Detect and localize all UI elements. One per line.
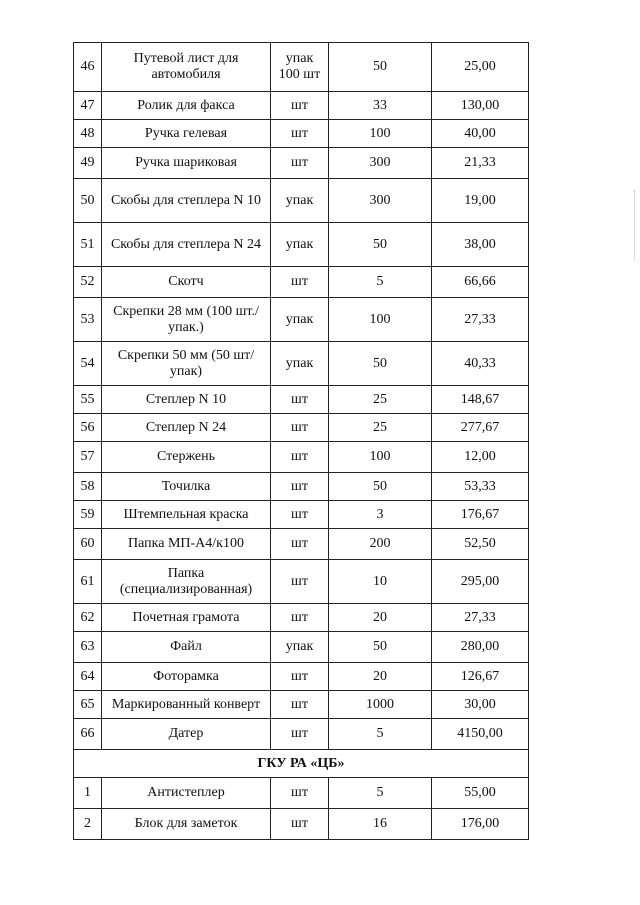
price-cell: 30,00 — [432, 691, 529, 719]
table-row — [74, 560, 529, 604]
row-number-cell: 65 — [74, 691, 102, 719]
price-cell: 21,33 — [432, 148, 529, 179]
table-row — [74, 414, 529, 442]
row-number-cell: 53 — [74, 298, 102, 342]
unit-cell: упак — [271, 342, 329, 386]
price-cell: 176,00 — [432, 809, 529, 840]
row-number-cell: 66 — [74, 719, 102, 750]
table-row — [74, 223, 529, 267]
item-name-cell: Штемпельная краска — [102, 501, 271, 529]
row-number-cell: 58 — [74, 473, 102, 501]
quantity-cell: 100 — [329, 298, 432, 342]
row-number-cell: 2 — [74, 809, 102, 840]
row-number-cell: 56 — [74, 414, 102, 442]
row-number-cell: 55 — [74, 386, 102, 414]
unit-cell: шт — [271, 148, 329, 179]
table-body-main — [74, 43, 529, 750]
quantity-cell: 5 — [329, 719, 432, 750]
price-cell: 25,00 — [432, 43, 529, 92]
table-row — [74, 473, 529, 501]
item-name-cell: Скрепки 28 мм (100 шт./упак.) — [102, 298, 271, 342]
section-title: ГКУ РА «ЦБ» — [74, 750, 529, 778]
unit-cell: шт — [271, 560, 329, 604]
price-cell: 38,00 — [432, 223, 529, 267]
supplies-table — [73, 42, 529, 840]
quantity-cell: 25 — [329, 414, 432, 442]
quantity-cell: 100 — [329, 120, 432, 148]
item-name-cell: Датер — [102, 719, 271, 750]
item-name-cell: Папка (специализированная) — [102, 560, 271, 604]
item-name-cell: Ручка шариковая — [102, 148, 271, 179]
item-name-cell: Почетная грамота — [102, 604, 271, 632]
section-header-row — [74, 750, 529, 778]
table-row — [74, 92, 529, 120]
row-number-cell: 1 — [74, 778, 102, 809]
table-row — [74, 120, 529, 148]
item-name-cell: Фоторамка — [102, 663, 271, 691]
row-number-cell: 57 — [74, 442, 102, 473]
table-row — [74, 43, 529, 92]
table-row — [74, 529, 529, 560]
quantity-cell: 50 — [329, 632, 432, 663]
price-cell: 130,00 — [432, 92, 529, 120]
item-name-cell: Скотч — [102, 267, 271, 298]
price-cell: 55,00 — [432, 778, 529, 809]
price-cell: 53,33 — [432, 473, 529, 501]
unit-cell: упак — [271, 179, 329, 223]
price-cell: 19,00 — [432, 179, 529, 223]
price-cell: 280,00 — [432, 632, 529, 663]
table-row — [74, 501, 529, 529]
table-row — [74, 148, 529, 179]
price-cell: 40,33 — [432, 342, 529, 386]
quantity-cell: 20 — [329, 663, 432, 691]
row-number-cell: 60 — [74, 529, 102, 560]
item-name-cell: Блок для заметок — [102, 809, 271, 840]
price-cell: 52,50 — [432, 529, 529, 560]
unit-cell: упак — [271, 632, 329, 663]
unit-cell: упак 100 шт — [271, 43, 329, 92]
unit-cell: шт — [271, 604, 329, 632]
unit-cell: шт — [271, 414, 329, 442]
unit-cell: упак — [271, 223, 329, 267]
row-number-cell: 51 — [74, 223, 102, 267]
unit-cell: шт — [271, 473, 329, 501]
price-cell: 66,66 — [432, 267, 529, 298]
price-cell: 295,00 — [432, 560, 529, 604]
row-number-cell: 64 — [74, 663, 102, 691]
item-name-cell: Степлер N 24 — [102, 414, 271, 442]
item-name-cell: Ролик для факса — [102, 92, 271, 120]
price-cell: 126,67 — [432, 663, 529, 691]
item-name-cell: Степлер N 10 — [102, 386, 271, 414]
quantity-cell: 3 — [329, 501, 432, 529]
item-name-cell: Стержень — [102, 442, 271, 473]
row-number-cell: 62 — [74, 604, 102, 632]
quantity-cell: 5 — [329, 267, 432, 298]
unit-cell: шт — [271, 386, 329, 414]
table-row — [74, 267, 529, 298]
table-row — [74, 386, 529, 414]
price-cell: 27,33 — [432, 298, 529, 342]
item-name-cell: Файл — [102, 632, 271, 663]
unit-cell: шт — [271, 120, 329, 148]
quantity-cell: 50 — [329, 473, 432, 501]
quantity-cell: 1000 — [329, 691, 432, 719]
table-row — [74, 663, 529, 691]
item-name-cell: Маркированный конверт — [102, 691, 271, 719]
unit-cell: шт — [271, 267, 329, 298]
item-name-cell: Ручка гелевая — [102, 120, 271, 148]
table-row — [74, 691, 529, 719]
table-row — [74, 604, 529, 632]
table-row — [74, 632, 529, 663]
row-number-cell: 49 — [74, 148, 102, 179]
unit-cell: шт — [271, 809, 329, 840]
table-row — [74, 442, 529, 473]
item-name-cell: Путевой лист для автомобиля — [102, 43, 271, 92]
item-name-cell: Антистеплер — [102, 778, 271, 809]
table-row — [74, 298, 529, 342]
unit-cell: шт — [271, 691, 329, 719]
scan-edge-mark — [634, 190, 636, 260]
row-number-cell: 59 — [74, 501, 102, 529]
table-body-section — [74, 778, 529, 840]
section-header-group — [74, 750, 529, 778]
item-name-cell: Скобы для степлера N 24 — [102, 223, 271, 267]
unit-cell: шт — [271, 719, 329, 750]
table-row — [74, 719, 529, 750]
row-number-cell: 48 — [74, 120, 102, 148]
table-row — [74, 778, 529, 809]
row-number-cell: 52 — [74, 267, 102, 298]
unit-cell: шт — [271, 92, 329, 120]
quantity-cell: 50 — [329, 43, 432, 92]
row-number-cell: 63 — [74, 632, 102, 663]
quantity-cell: 50 — [329, 342, 432, 386]
quantity-cell: 10 — [329, 560, 432, 604]
quantity-cell: 25 — [329, 386, 432, 414]
price-cell: 12,00 — [432, 442, 529, 473]
item-name-cell: Точилка — [102, 473, 271, 501]
item-name-cell: Скрепки 50 мм (50 шт/упак) — [102, 342, 271, 386]
quantity-cell: 300 — [329, 148, 432, 179]
quantity-cell: 33 — [329, 92, 432, 120]
row-number-cell: 50 — [74, 179, 102, 223]
quantity-cell: 100 — [329, 442, 432, 473]
table-row — [74, 342, 529, 386]
row-number-cell: 47 — [74, 92, 102, 120]
item-name-cell: Скобы для степлера N 10 — [102, 179, 271, 223]
quantity-cell: 20 — [329, 604, 432, 632]
row-number-cell: 46 — [74, 43, 102, 92]
unit-cell: шт — [271, 501, 329, 529]
price-cell: 40,00 — [432, 120, 529, 148]
unit-cell: шт — [271, 442, 329, 473]
row-number-cell: 54 — [74, 342, 102, 386]
quantity-cell: 200 — [329, 529, 432, 560]
price-cell: 277,67 — [432, 414, 529, 442]
unit-cell: шт — [271, 529, 329, 560]
price-cell: 27,33 — [432, 604, 529, 632]
price-cell: 176,67 — [432, 501, 529, 529]
item-name-cell: Папка МП-А4/к100 — [102, 529, 271, 560]
quantity-cell: 16 — [329, 809, 432, 840]
price-cell: 4150,00 — [432, 719, 529, 750]
row-number-cell: 61 — [74, 560, 102, 604]
table-row — [74, 179, 529, 223]
quantity-cell: 5 — [329, 778, 432, 809]
price-cell: 148,67 — [432, 386, 529, 414]
quantity-cell: 50 — [329, 223, 432, 267]
quantity-cell: 300 — [329, 179, 432, 223]
unit-cell: шт — [271, 778, 329, 809]
unit-cell: шт — [271, 663, 329, 691]
table-row — [74, 809, 529, 840]
unit-cell: упак — [271, 298, 329, 342]
